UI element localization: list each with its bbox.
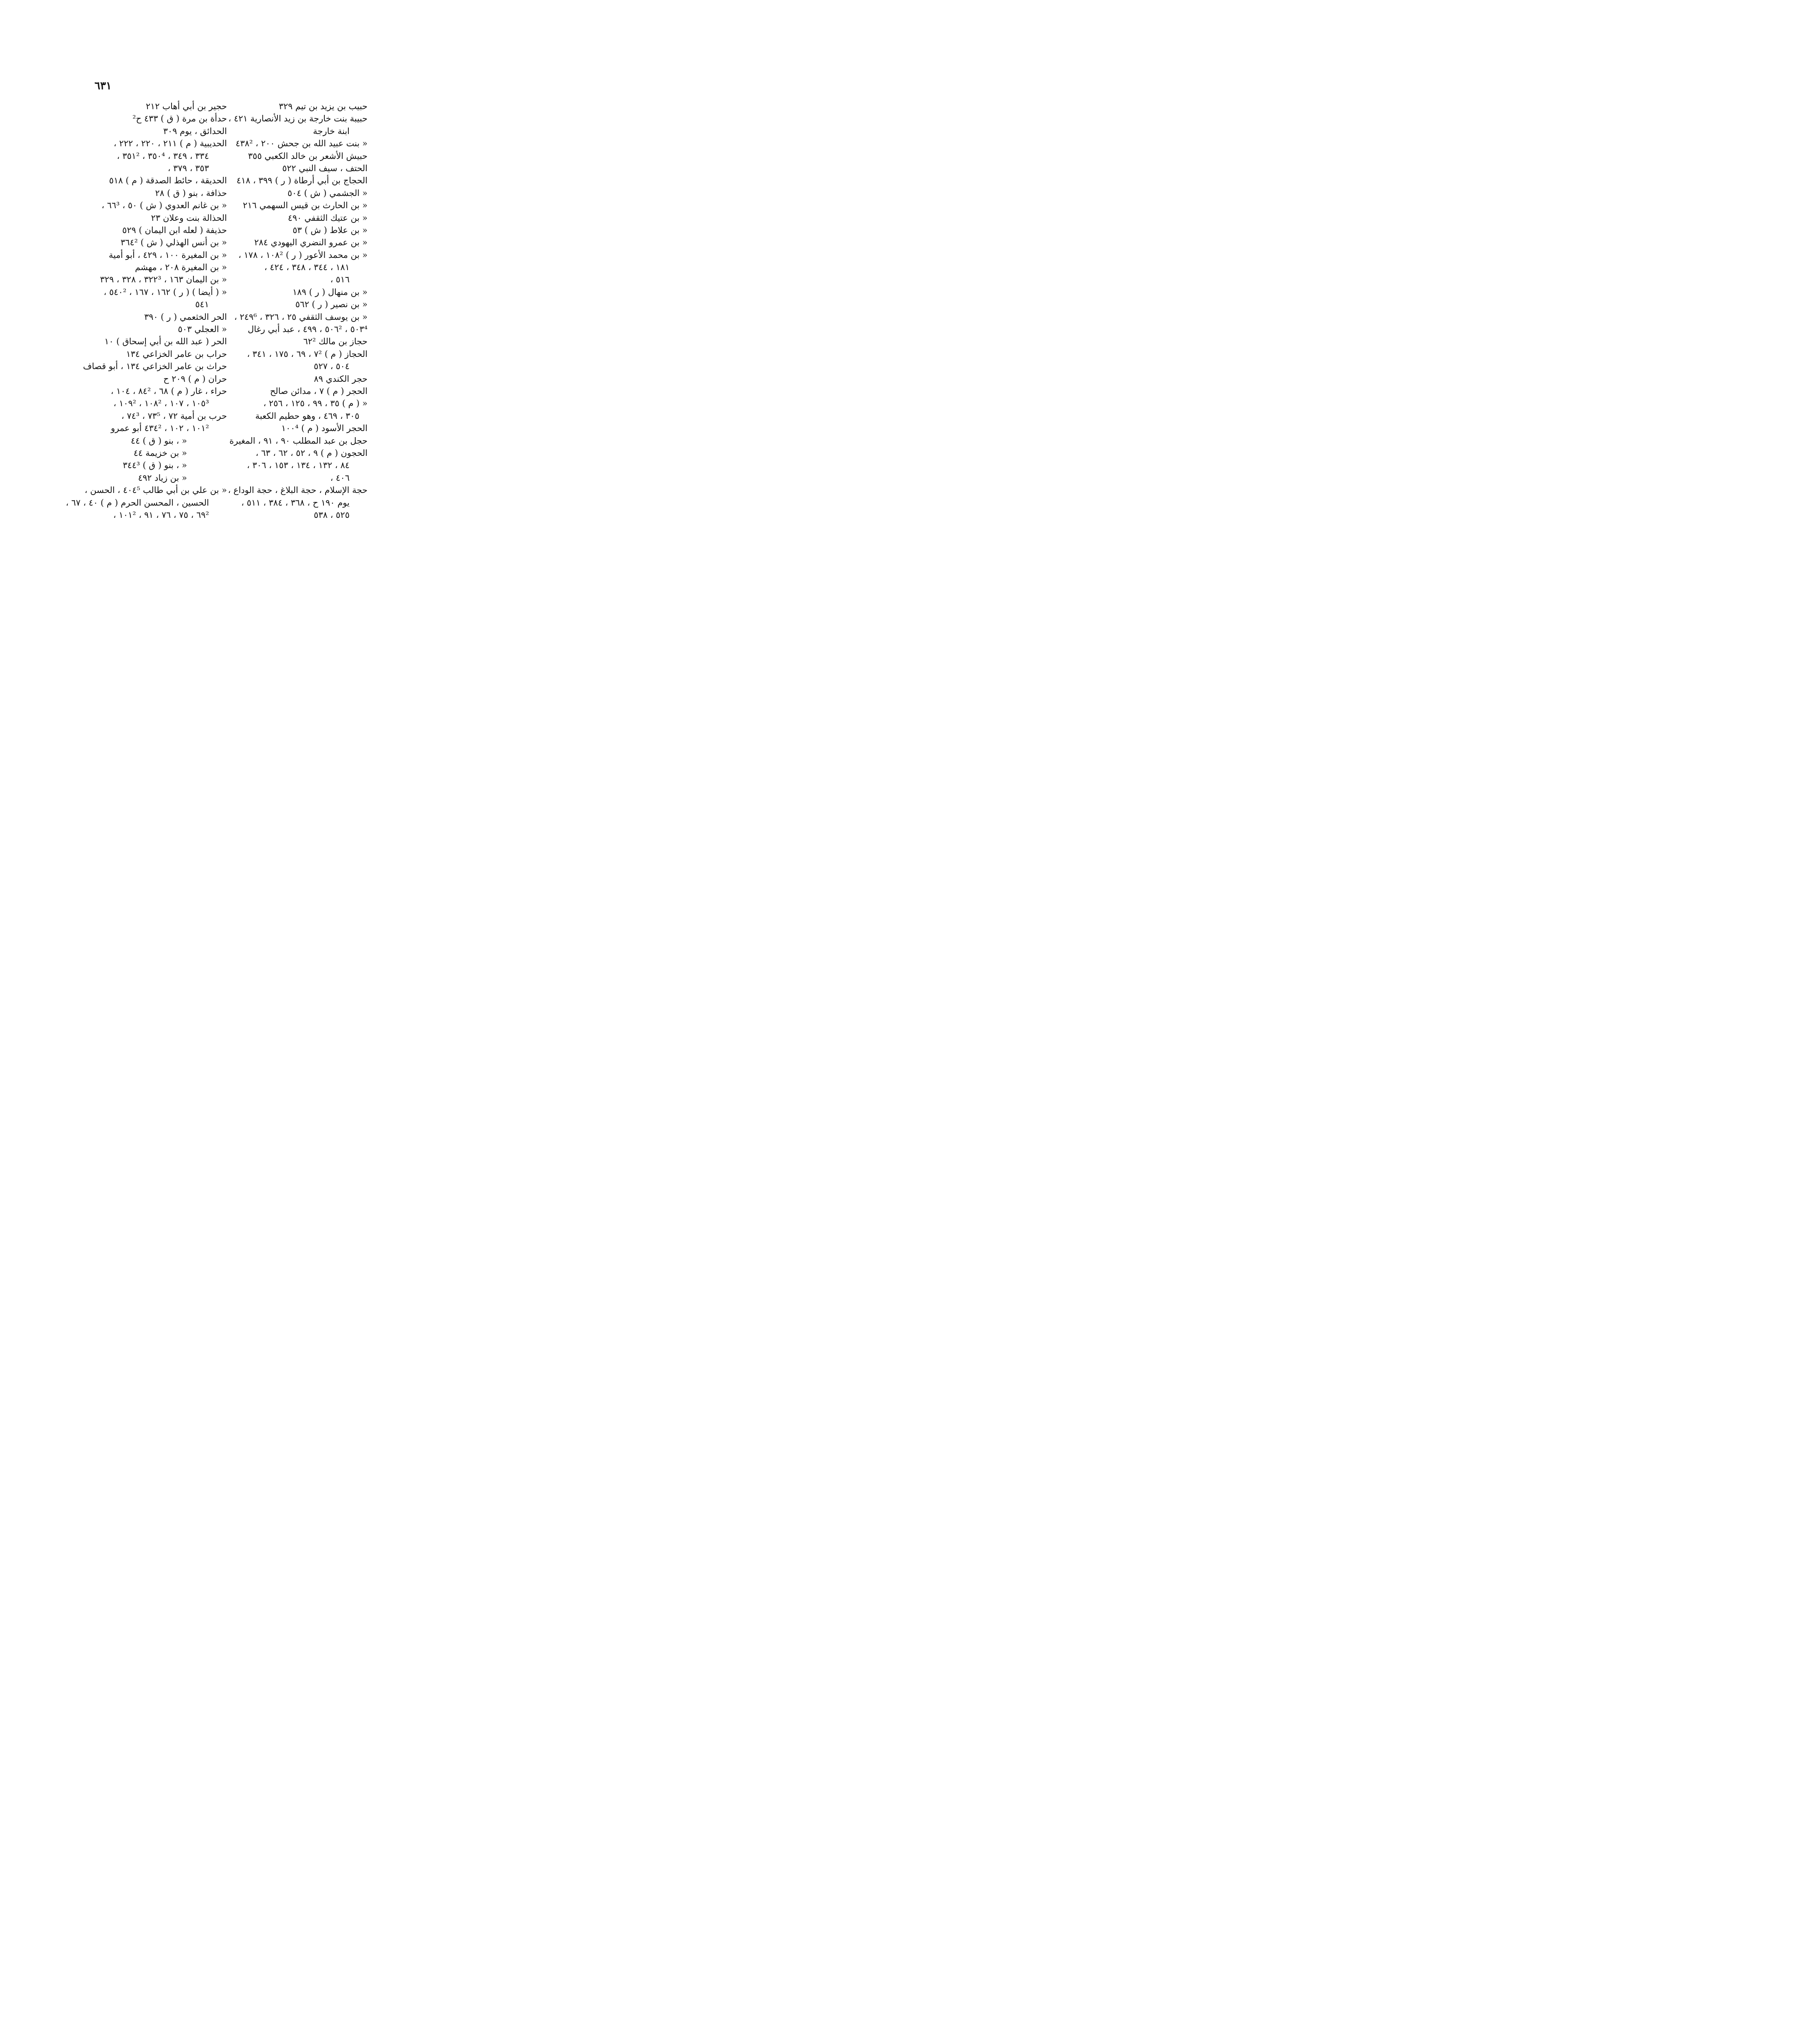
index-entry-line: « بن منهال ( ر ) ١٨٩ bbox=[292, 287, 368, 297]
index-entry-line: « بن عمرو النضري اليهودي ٢٨٤ bbox=[254, 238, 368, 248]
index-entry-line: الحديقة ، حائط الصدقة ( م ) ٥١٨ bbox=[109, 176, 227, 186]
index-entry-line: ١٠٥³ ، ١٠٧ ، ١٠٨² ، ١٠٩² ، bbox=[113, 398, 209, 409]
index-column-right bbox=[228, 100, 368, 521]
index-entry-line: حجير بن أبي أهاب ٢١٢ bbox=[145, 101, 227, 111]
index-entry-line: « بن المغيرة ١٠٠ ، ٤٢٩ ، أبو أمية bbox=[109, 250, 227, 260]
index-entry-line: « بن غانم العدوي ( ش ) ٥٠ ، ٦٦³ ، bbox=[101, 200, 227, 211]
index-entry-line: الحجاج بن أبي أرطاة ( ر ) ٣٩٩ ، ٤١٨ bbox=[236, 176, 368, 186]
index-entry-line: « بن خزيمة ٤٤ bbox=[133, 448, 187, 458]
index-entry-line: حراب بن عامر الخزاعي ١٣٤ bbox=[126, 349, 227, 359]
index-entry-line: حجل بن عبد المطلب ٩٠ ، ٩١ ، المغيرة bbox=[229, 436, 368, 446]
index-entry-line: الحتف ، سيف النبي ٥٢٢ bbox=[282, 163, 368, 173]
index-entry-line: ابنة خارجة bbox=[313, 126, 350, 136]
index-entry-line: « ، بنو ( ق ) ٣٤٤³ bbox=[123, 460, 187, 471]
index-entry-line: الحر الخثعمي ( ر ) ٣٩٠ bbox=[144, 312, 227, 322]
index-entry-line: « بنت عبيد الله بن جحش ٢٠٠ ، ٤٣٨² bbox=[235, 139, 368, 149]
index-entry-line: ٨٤ ، ١٣٢ ، ١٣٤ ، ١٥٣ ، ٣٠٦ ، bbox=[247, 460, 350, 471]
index-entry-line: « بن نصير ( ر ) ٥٦٢ bbox=[295, 299, 368, 310]
index-entry-line: « ، بنو ( ق ) ٤٤ bbox=[131, 436, 187, 446]
index-entry-line: ١٨١ ، ٣٤٤ ، ٣٤٨ ، ٤٢٤ ، bbox=[264, 262, 350, 273]
index-column-left bbox=[66, 100, 227, 521]
index-entry-line: « بن علاط ( ش ) ٥٣ bbox=[293, 225, 368, 235]
index-entry-line: الحسين ، المحسن الحرم ( م ) ٤٠ ، ٦٧ ، bbox=[66, 497, 209, 508]
index-entry-line: الحذالة بنت وعلان ٢٣ bbox=[151, 213, 227, 223]
index-entry-line: حجر الكندي ٨٩ bbox=[314, 374, 368, 384]
index-entry-line: حبيبة بنت خارجة بن زيد الأنصارية ٤٢١ ، bbox=[228, 114, 368, 124]
index-entry-line: ٣٥٣ ، ٣٧٩ ، bbox=[167, 163, 209, 173]
index-entry-line: « بن محمد الأعور ( ر ) ١٠٨² ، ١٧٨ ، bbox=[238, 250, 368, 260]
index-entry-line: « العجلي ٥٠٣ bbox=[178, 324, 227, 334]
index-entry-line: الحجر ( م ) ٧ ، مدائن صالح bbox=[270, 386, 368, 396]
index-entry-line: الحر ( عبد الله بن أبي إسحاق ) ١٠ bbox=[104, 337, 227, 347]
index-entry-line: « بن أنس الهذلي ( ش ) ٣٦٤² bbox=[121, 238, 227, 248]
index-entry-line: حدأة بن مرة ( ق ) ٤٣٣ ح² bbox=[132, 114, 227, 124]
index-entry-line: « بن علي بن أبي طالب ٤٠٤⁵ ، الحسن ، bbox=[84, 485, 227, 495]
index-entry-line: « بن عتيك الثقفي ٤٩٠ bbox=[288, 213, 368, 223]
index-entry-line: ٤٠٦ ، bbox=[330, 473, 350, 483]
index-entry-line: « الجشمي ( ش ) ٥٠٤ bbox=[287, 188, 368, 198]
index-entry-line: يوم ١٩٠ ح ، ٣٦٨ ، ٣٨٤ ، ٥١١ ، bbox=[241, 497, 350, 508]
index-entry-line: حذافة ، بنو ( ق ) ٢٨ bbox=[155, 188, 227, 198]
index-entry-line: « بن يوسف الثقفي ٢٥ ، ٣٢٦ ، ٢٤٩⁶ ، bbox=[234, 312, 368, 322]
index-entry-line: « بن اليمان ١٦٣ ، ٣٢٢³ ، ٣٢٨ ، ٣٢٩ bbox=[100, 275, 227, 285]
index-entry-line: الحجر الأسود ( م ) ١٠٠⁴ bbox=[281, 423, 368, 433]
index-entry-line: الحديبية ( م ) ٢١١ ، ٢٢٠ ، ٢٢٢ ، bbox=[114, 139, 227, 149]
index-entry-line: حجاز بن مالك ٦٢² bbox=[303, 337, 368, 347]
index-entry-line: ٥٠٣⁴ ، ٥٠٦² ، ٤٩٩ ، عبد أبي رغال bbox=[248, 324, 368, 334]
index-entry-line: ١٠١² ، ١٠٢ ، ٤٣٤² أبو عمرو bbox=[111, 423, 209, 433]
index-entry-line: ٣٠٥ ، ٤٦٩ ، وهو حطيم الكعبة bbox=[255, 411, 359, 421]
index-entry-line: حراء ، غار ( م ) ٦٨ ، ٨٤² ، ١٠٤ ، bbox=[110, 386, 227, 396]
index-entry-line: ٥٢٥ ، ٥٣٨ bbox=[314, 510, 350, 520]
index-entry-line: ٣٣٤ ، ٣٤٩ ، ٣٥٠⁴ ، ٣٥١² ، bbox=[117, 151, 209, 161]
index-entry-line: « ( أيضا ) ( ر ) ١٦٢ ، ١٦٧ ، ٥٤٠² ، bbox=[103, 287, 227, 297]
index-entry-line: ٦٩² ، ٧٥ ، ٧٦ ، ٩١ ، ١٠١² ، bbox=[113, 510, 209, 520]
index-entry-line: الحجاز ( م ) ٧² ، ٦٩ ، ١٧٥ ، ٣٤١ ، bbox=[247, 349, 368, 359]
index-entry-line: الحجون ( م ) ٩ ، ٥٢ ، ٦٢ ، ٦٣ ، bbox=[255, 448, 368, 458]
index-entry-line: الحدائق ، يوم ٣٠٩ bbox=[163, 126, 227, 136]
index-entry-line: « بن المغيرة ٢٠٨ ، مهشم bbox=[135, 262, 227, 273]
index-entry-line: حجة الإسلام ، حجة البلاغ ، حجة الوداع ، bbox=[228, 485, 368, 495]
page-number: ٦٣١ bbox=[95, 80, 112, 92]
index-entry-line: « بن زياد ٤٩٢ bbox=[138, 473, 187, 483]
index-entry-line: حذيفة ( لعله ابن اليمان ) ٥٢٩ bbox=[122, 225, 227, 235]
index-entry-line: حرب بن أمية ٧٢ ، ٧٣⁵ ، ٧٤³ ، bbox=[121, 411, 227, 421]
index-entry-line: ٥١٦ ، bbox=[330, 275, 350, 285]
index-entry-line: حران ( م ) ٢٠٩ ح bbox=[163, 374, 227, 384]
index-entry-line: حبيب بن يزيد بن تيم ٣٢٩ bbox=[279, 101, 368, 111]
index-entry-line: ٥٠٤ ، ٥٢٧ bbox=[314, 361, 350, 372]
index-entry-line: « ( م ) ٣٥ ، ٩٩ ، ١٢٥ ، ٢٥٦ ، bbox=[263, 398, 368, 409]
index-entry-line: حراث بن عامر الخزاعي ١٣٤ ، أبو قصاف bbox=[83, 361, 227, 372]
index-entry-line: ٥٤١ bbox=[195, 299, 209, 310]
index-entry-line: حبيش الأشعر بن خالد الكعبي ٣٥٥ bbox=[248, 151, 368, 161]
index-entry-line: « بن الحارث بن قيس السهمي ٢١٦ bbox=[243, 200, 368, 211]
